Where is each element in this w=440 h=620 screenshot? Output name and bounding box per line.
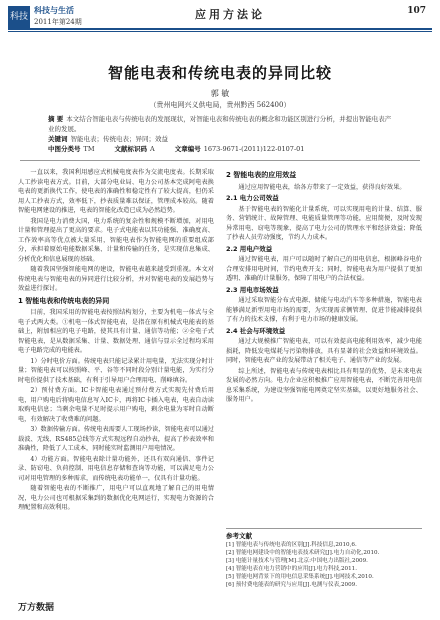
journal-issue: 2011年第24期 [34,18,82,26]
article-title: 智能电表和传统电表的异同比较 [107,64,332,82]
classification-item [115,145,165,153]
body-column-left [18,168,214,514]
body-paragraph: 3）数据传输方面。传统电表需要人工现场抄读，智能电表可以通过载波、无线、RS485总线等方式实现远程自动抄表，提高了抄表效率和准确性，降低了人工成本，同时能实时监测用户用电情况。 [18,426,214,452]
reference-item: [5] 智能电网背景下的用电信息采集系统[J].电网技术,2010. [226,574,374,580]
section-heading: 2.3 用电市场效益 [226,285,279,294]
abstract-label: 摘 要 [48,115,64,123]
reference-item: [6] 预付费电能表的研究与应用[J].电测与仪表,2009. [226,582,357,588]
body-paragraph: 4）功能方面。智能电表除计量功能外，还具有双向通信、事件记录、防窃电、负荷控制、用电信息存储和查询等功能，可以满足电力公司对用电管理的多种需求，而传统电表功能单一，仅具有计量功能。 [18,455,214,482]
page-number: 107 [407,6,426,16]
classification-item [48,145,105,153]
body-paragraph: 我国是电力消费大国，电力系统的复杂性和规模不断增加，对用电计量和管理提出了更高的要求。电子式电能表以其功能强、准确度高、工作效率高等优点被大量采用，智能电表作为智能电网的重要组成部分，承担着原始电能数据采集、计量和传输的任务，是实现信息集成、分析优化和信息展现的基础。 [18,217,214,263]
section-title: 应用方法论 [195,8,265,21]
body-paragraph: 通过大规模推广智能电表，可以有效提高电能利用效率，减少电能损耗，降低发电煤耗与污染物排放，具有显著的社会效益和环境效益。同时，智能电表产业的发展带动了相关电子、通信等产业的发展。 [226,338,422,364]
classification-label: 文献标识码 [114,145,147,153]
references-divider [226,528,422,529]
body-paragraph: 目前，我国采用的智能电表按照结构划分，主要为机电一体式与全电子式两大类。①机电一体式智能电表，是指在原有机械式电能表的基础上，附加相应的电子电路，使其具有计量、通信等功能；②全电子式智能电表，是从数据采集、计量、数据处理、通信与显示全过程均采用电子电路完成的电能表。 [18,309,214,354]
references [226,532,422,589]
keywords-label: 关键词 [48,135,68,143]
keywords-text: 智能电表；传统电表；异同；效益 [70,135,168,143]
article-author: 郭 敏 [210,89,230,98]
header-rule [8,28,432,30]
body-paragraph: 一直以来，我国利用感应式机械电度表作为交流电度表。长期采取人工抄读电表方式。目前，大部分电业局、电力公司基本完成阿电表换电表的更新换代工作，使电表的准确性和稳定性有了较大提高，但仍采用人工抄表方式，效率低下，抄表质量难以保证，管理成本较高。随着智能电网建设的推进，电表的智能化改造已成为必然趋势。 [18,169,214,214]
body-paragraph: 2）预付费方面。IC卡智能电表通过预付费方式实现先付费后用电，用户购电后将购电信息写入IC卡，再将IC卡插入电表，电表自动读取购电信息；当剩余电量不足时提示用户购电，剩余电量为零时自动断电，有效解决了收费难的问题。 [18,387,214,423]
classification-item [175,145,315,153]
body-paragraph: 随着智能电表的不断推广，用电户可以直观地了解自己的用电情况，电力公司也可根据采集到的数据优化电网运行，实现电力资源的合理配置和高效利用。 [18,485,214,511]
section-heading: 2.2 用电户效益 [226,244,273,253]
classification-value: 1673-9671-(2011)122-0107-01 [203,145,305,153]
section-heading: 2 智能电表的应用效益 [226,171,297,179]
reference-item: [4] 智能电表在电力营销中的应用[J].电力科技,2011. [226,566,357,572]
body-paragraph: 通过智能电表，用户可以随时了解自己的用电信息，根据峰谷电价合理安排用电时间，节约电费开支；同时，智能电表为用户提供了更加透明、准确的计量服务，保障了用电户的合法权益。 [226,256,422,282]
reference-item: [3] 电能计量技术与管理[M].北京:中国电力出版社,2009. [226,558,368,564]
body-column-right [226,168,422,406]
journal-header [0,0,440,46]
body-paragraph: 随着我国坚强智能电网的建设，智能电表越来越受到重视。本文对传统电表与智能电表的异同进行比较分析，并对智能电表的发展趋势与效益进行探讨。 [18,266,214,292]
body-paragraph: 综上所述，智能电表与传统电表相比具有明显的优势，是未来电表发展的必然方向。电力企业应积极推广应用智能电表，不断完善用电信息采集系统，为建设坚强智能电网奠定坚实基础，以更好地服务社会、服务用户。 [226,367,422,403]
journal-name: 科技与生活 [34,5,74,15]
classification-label: 中图分类号 [48,145,81,153]
footer-watermark: 万方数据 [18,603,55,613]
references-title: 参考文献 [226,532,252,540]
body-paragraph: 基于智能电表的智能化计量系统，可以实现用电的计量、结算、服务、营销统计、故障管理、电能质量管理等功能，应用简便，及时发现异常用电、窃电等现象，提高了电力公司的管理水平和经济效益；降低了抄表人员劳动强度，节约人力成本。 [226,205,422,241]
classification-label: 文章编号 [174,145,201,153]
section-heading: 2.4 社会与环境效益 [226,326,286,335]
classification-row [48,144,392,154]
keywords [48,134,392,144]
article-metadata [48,114,392,154]
body-paragraph: 通过应用智能电表，给各方带来了一定效益，获得良好效果。 [238,183,406,191]
abstract-text: 本文结合智能电表与传统电表的发展现状，对智能电表和传统电表的概念和功能区别进行分析，并提出智能电表产业的发展。 [48,115,392,133]
section-heading: 2.1 电力公司效益 [226,194,279,202]
classification-value: TM [83,145,95,153]
reference-item: [1] 智能电表与传统电表的区别[J].科技信息,2010,6. [226,542,357,548]
abstract [48,114,392,134]
header-rule-thin [8,31,432,32]
metadata-divider [20,160,420,161]
journal-logo-icon: 科技 [8,6,30,28]
body-paragraph: 1）分时电价方面。传统电表只能记录累计用电量，无法实现分时计量；智能电表可以按照峰、平、谷等不同时段分别计量电能，为实行分时电价提供了技术基础，有利于引导用户合理用电、削峰填谷。 [18,357,214,384]
body-paragraph: 通过采取智能分布式电源、储能与电动汽车等多种措施，智能电表能够满足新型用电市场的需要，为实现需求侧管理、促进节能减排提供了有力的技术支撑，有利于电力市场的健康发展。 [226,297,422,323]
section-heading: 1 智能电表和传统电表的异同 [18,296,110,305]
article-affiliation: （贵州电网兴义供电局，贵州黔西 562400） [149,101,291,109]
classification-value: A [150,145,155,153]
reference-item: [2] 智能电网建设中的智能电表技术研究[J].电力自动化,2010. [226,550,380,556]
reference-list [226,541,422,589]
